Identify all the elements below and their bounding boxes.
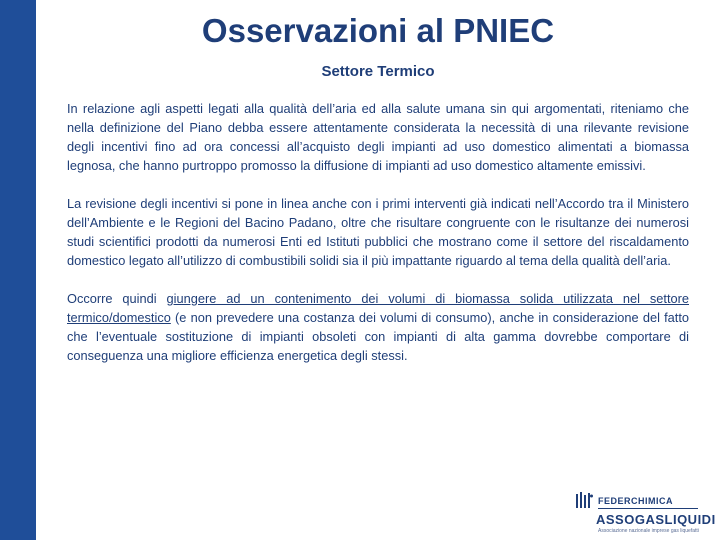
- paragraph-1: In relazione agli aspetti legati alla qualità dell’aria ed alla salute umana sin qui argomentati, riteniamo che nella definizione del Piano debba essere attentamente considerata la necessità di una rilevante revisione degli incentivi fino ad ora concessi all’acquisto degli impianti ad uso domestico alimentati a biomassa legnosa, che hanno purtroppo promosso la diffusione di impianti ad uso domestico altamente emissivi.: [67, 101, 689, 173]
- paragraph-3-underlined: giungere ad un contenimento dei volumi di biomassa solida utilizzata nel settore termico/domestico: [67, 291, 689, 325]
- logo-tagline: Associazione nazionale imprese gas liquefatti: [598, 528, 699, 534]
- slide-title: Osservazioni al PNIEC: [201, 12, 555, 49]
- paragraph-2: La revisione degli incentivi si pone in linea anche con i primi interventi già indicati nell’Accordo tra il Ministero dell’Ambiente e le Regioni del Bacino Padano, oltre che risultare congruente con le risultanze dei numerosi studi scientifici prodotti da numerosi Enti ed Istituti pubblici che mostrano come il settore del riscaldamento domestico legato all’utilizzo di combustibili solidi sia il più impattante riguardo al tema della qualità dell’aria.: [67, 196, 689, 268]
- federchimica-mark-icon: [574, 490, 594, 510]
- logo-federchimica: FEDERCHIMICA: [598, 496, 673, 506]
- slide-subtitle: Settore Termico: [321, 63, 435, 80]
- logo-assogasliquidi: ASSOGASLIQUIDI: [596, 512, 716, 527]
- paragraph-3-suffix: (e non prevedere una costanza dei volumi di consumo), anche in considerazione del fatto che l’eventuale sostituzione di impianti obsoleti con impianti di alta gamma dovrebbe comportare di conseguenza una migliore efficienza energetica degli stessi.: [67, 310, 689, 363]
- left-accent-bar: [0, 0, 36, 540]
- assogasliquidi-logo: [572, 490, 716, 536]
- paragraph-3-prefix: Occorre quindi: [67, 291, 167, 306]
- slide-body: [67, 99, 689, 365]
- paragraph-3: [67, 289, 689, 365]
- logo-divider: [598, 508, 698, 509]
